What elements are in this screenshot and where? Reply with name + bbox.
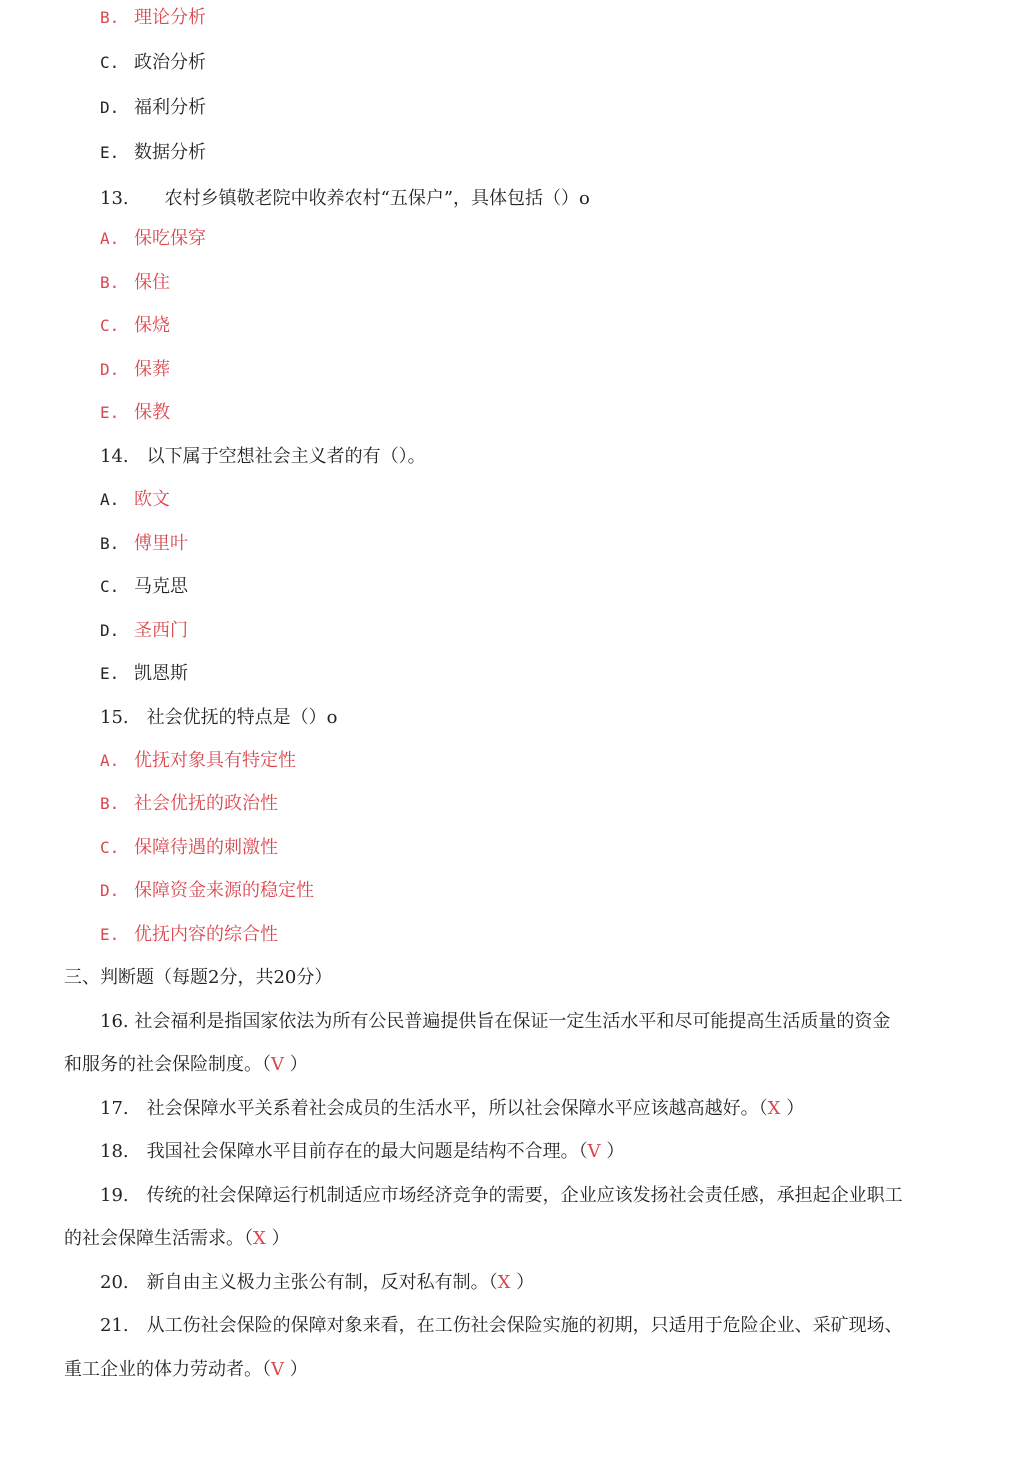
option-text: 保葬 [134, 359, 170, 380]
option-label: C. [100, 316, 120, 335]
option-label: C. [100, 53, 120, 72]
option-label: B. [100, 794, 120, 813]
q16-line1: 16. 社会福利是指国家依法为所有公民普遍提供旨在保证一定生活水平和尽可能提高生活质量的资金 [100, 1011, 891, 1032]
q14-option-c [100, 575, 188, 599]
option-text: 保吃保穿 [134, 228, 206, 249]
q15-option-c [100, 836, 278, 860]
option-text: 社会优抚的政治性 [134, 793, 278, 814]
q18 [100, 1140, 624, 1164]
option-text: 保障资金来源的稳定性 [134, 880, 314, 901]
q19-text: 的社会保障生活需求。（ [64, 1228, 253, 1249]
q15-stem: 15. 社会优抚的特点是（）o [100, 707, 338, 728]
close-paren: ） [606, 1141, 625, 1162]
option-text: 理论分析 [134, 7, 206, 28]
option-text: 福利分析 [134, 97, 206, 118]
q15-option-e [100, 923, 278, 947]
close-paren: ） [786, 1098, 805, 1119]
option-label: E. [100, 925, 120, 944]
q14-option-d [100, 619, 188, 643]
option-text: 保烧 [134, 315, 170, 336]
option-label: B. [100, 273, 120, 292]
option-label: A. [100, 229, 120, 248]
q21-line1: 21. 从工伤社会保险的保障对象来看，在工伤社会保险实施的初期，只适用于危险企业、采矿现场、 [100, 1315, 903, 1336]
q14-option-b [100, 532, 188, 556]
option-label: A. [100, 751, 120, 770]
q14-option-a [100, 488, 170, 512]
q18-text: 18. 我国社会保障水平目前存在的最大问题是结构不合理。（ [100, 1141, 588, 1162]
option-text: 数据分析 [134, 142, 206, 163]
option-label: A. [100, 490, 120, 509]
option-label: D. [100, 621, 120, 640]
q21-line2 [64, 1358, 308, 1382]
q13-option-d [100, 358, 170, 382]
q12-option-e [100, 141, 206, 165]
q14-stem: 14. 以下属于空想社会主义者的有（）。 [100, 446, 426, 467]
q15-option-a [100, 749, 296, 773]
answer-mark: V [587, 1141, 601, 1162]
q15-option-d [100, 879, 314, 903]
option-label: B. [100, 8, 120, 27]
option-text: 保障待遇的刺激性 [134, 837, 278, 858]
q19-line1: 19. 传统的社会保障运行机制适应市场经济竞争的需要，企业应该发扬社会责任感，承担起企业职工 [100, 1185, 903, 1206]
option-text: 政治分析 [134, 52, 206, 73]
option-text: 保教 [134, 402, 170, 423]
option-text: 圣西门 [134, 620, 188, 641]
option-text: 傅里叶 [134, 533, 188, 554]
q12-option-d [100, 96, 206, 120]
q13-option-c [100, 314, 170, 338]
option-label: E. [100, 143, 120, 162]
q20 [100, 1271, 534, 1295]
option-label: E. [100, 403, 120, 422]
option-label: C. [100, 577, 120, 596]
answer-mark: V [271, 1054, 284, 1075]
option-text: 马克思 [134, 576, 188, 597]
q12-option-b [100, 6, 206, 30]
answer-mark: X [253, 1228, 266, 1249]
close-paren: ） [271, 1228, 290, 1249]
option-label: E. [100, 664, 120, 683]
close-paren: ） [516, 1272, 535, 1293]
q17 [100, 1097, 804, 1121]
option-label: B. [100, 534, 120, 553]
q12-option-c [100, 51, 206, 75]
q17-text: 17. 社会保障水平关系着社会成员的生活水平，所以社会保障水平应该越高越好。（ [100, 1098, 768, 1119]
close-paren: ） [289, 1359, 308, 1380]
q13-stem: 13. 农村乡镇敬老院中收养农村“五保户”，具体包括（）o [100, 188, 590, 209]
option-text: 凯恩斯 [134, 663, 188, 684]
option-text: 优抚内容的综合性 [134, 924, 278, 945]
option-label: D. [100, 881, 120, 900]
q13-option-a [100, 227, 206, 251]
section-title: 三、判断题（每题2分，共20分） [64, 967, 333, 988]
answer-mark: V [271, 1359, 284, 1380]
answer-mark: X [497, 1272, 511, 1293]
option-label: D. [100, 360, 120, 379]
q16-line2 [64, 1053, 308, 1077]
close-paren: ） [289, 1054, 308, 1075]
q16-text: 和服务的社会保险制度。（ [64, 1054, 271, 1075]
option-label: C. [100, 838, 120, 857]
q19-line2 [64, 1227, 290, 1251]
q13-option-b [100, 271, 170, 295]
q13-option-e [100, 401, 170, 425]
option-text: 欧文 [134, 489, 170, 510]
q15-option-b [100, 792, 278, 816]
option-text: 优抚对象具有特定性 [134, 750, 296, 771]
q21-text: 重工企业的体力劳动者。（ [64, 1359, 271, 1380]
option-label: D. [100, 98, 120, 117]
q14-option-e [100, 662, 188, 686]
q20-text: 20. 新自由主义极力主张公有制，反对私有制。（ [100, 1272, 498, 1293]
option-text: 保住 [134, 272, 170, 293]
answer-mark: X [767, 1098, 781, 1119]
